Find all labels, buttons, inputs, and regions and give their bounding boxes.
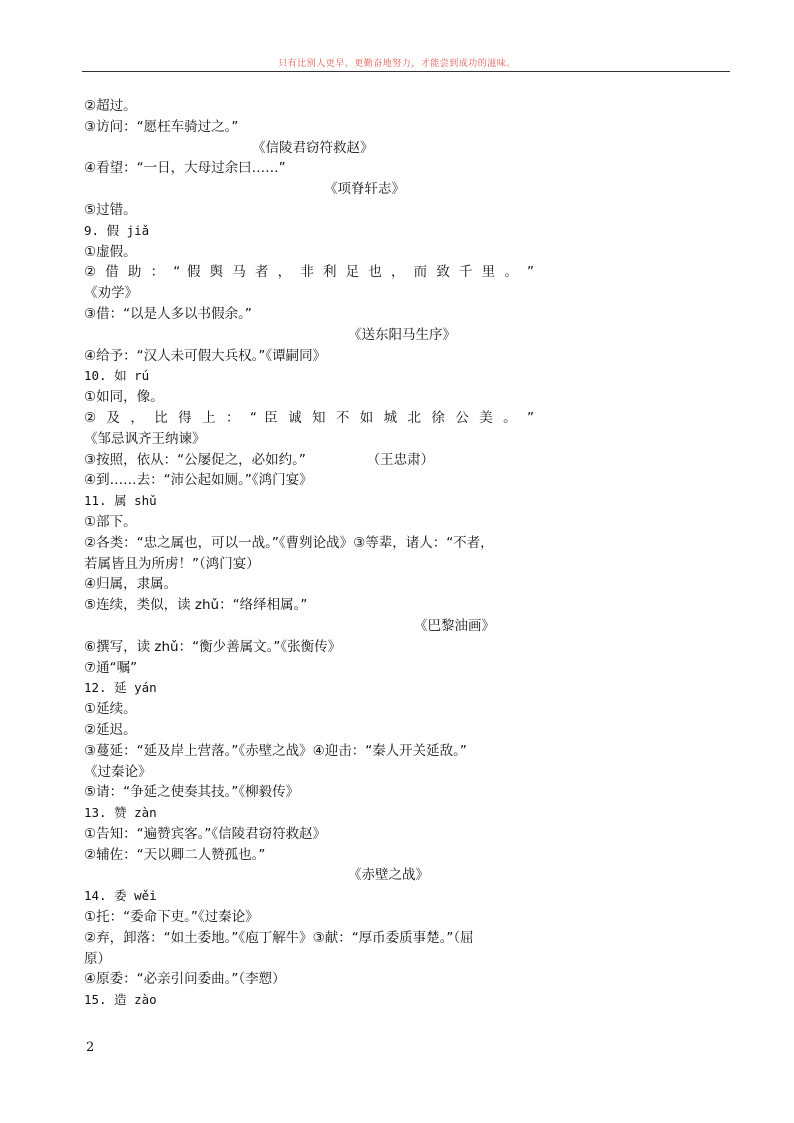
- source-citation: 《项脊轩志》: [324, 181, 405, 198]
- entry-heading: 13. 赞 zàn: [84, 805, 157, 821]
- text-line: ② 及 ， 比 得 上 ： “ 臣 诚 知 不 如 城 北 徐 公 美 。 ”: [84, 409, 534, 426]
- text-line: ③蔓延：“延及岸上营落。”《赤壁之战》④迎击：“秦人开关延敌。”: [84, 742, 467, 759]
- text-line: ②辅佐：“天以卿二人赞孤也。”: [84, 846, 266, 863]
- text-line: ③借：“以是人多以书假余。”: [84, 305, 252, 322]
- source-citation: 《巴黎油画》: [414, 617, 495, 634]
- text-line: ⑥撰写，读 zhǔ：“衡少善属文。”《张衡传》: [84, 638, 342, 655]
- text-line: ④到……去：“沛公起如厕。”《鸿门宴》: [84, 472, 313, 489]
- text-line: 《劝学》: [84, 285, 138, 302]
- text-line: ①部下。: [84, 513, 137, 530]
- text-line: ⑤过错。: [84, 201, 137, 218]
- page-number: 2: [86, 1040, 95, 1055]
- text-line: ①告知：“遍赞宾客。”《信陵君窃符救赵》: [84, 825, 327, 842]
- text-line: ② 借 助 ： “ 假 舆 马 者 ， 非 利 足 也 ， 而 致 千 里 。 ”: [84, 264, 534, 281]
- text-line: ⑤请：“争延之使奏其技。”《柳毅传》: [84, 784, 300, 801]
- text-line: ④原委：“必亲引问委曲。”（李愬）: [84, 971, 286, 988]
- text-line: 原）: [84, 950, 111, 967]
- text-line: ②弃，卸落：“如土委地。”《庖丁解牛》③献：“厚币委质事楚。”（屈: [84, 929, 474, 946]
- text-line: ①如同，像。: [84, 389, 164, 406]
- text-line: ②各类：“忠之属也，可以一战。”《曹刿论战》③等辈，诸人：“不者，: [84, 534, 494, 551]
- source-citation: 《赤壁之战》: [348, 867, 429, 884]
- header-divider: [82, 71, 730, 72]
- entry-heading: 10. 如 rú: [84, 368, 150, 384]
- text-line: ④给予：“汉人未可假大兵权。”《谭嗣同》: [84, 347, 327, 364]
- text-line: ①托：“委命下吏。”《过秦论》: [84, 909, 259, 926]
- document-body: [84, 96, 534, 1011]
- text-line: ①虚假。: [84, 243, 137, 260]
- entry-heading: 12. 延 yán: [84, 680, 157, 696]
- text-line: ③按照，依从：“公屡促之，必如约。” （王忠肃）: [84, 451, 435, 468]
- entry-heading: 11. 属 shǔ: [84, 493, 157, 509]
- source-citation: 《送东阳马生序》: [348, 326, 456, 343]
- text-line: 若属皆且为所虏！”（鸿门宴）: [84, 555, 260, 572]
- text-line: ⑦通“嘱”: [84, 659, 138, 676]
- text-line: 《邹忌讽齐王纳谏》: [84, 430, 206, 447]
- text-line: ⑤连续，类似，读 zhǔ：“络绎相属。”: [84, 597, 308, 614]
- entry-heading: 14. 委 wěi: [84, 888, 157, 904]
- text-line: ①延续。: [84, 701, 137, 718]
- source-citation: 《信陵君窃符救赵》: [252, 139, 374, 156]
- text-line: ②超过。: [84, 98, 137, 114]
- entry-heading: 9. 假 jiǎ: [84, 222, 150, 238]
- header-motto: 只有比别人更早、更勤奋地努力，才能尝到成功的滋味。: [278, 59, 516, 69]
- text-line: ④看望：“一日，大母过余曰……”: [84, 160, 286, 177]
- text-line: ③访问：“愿枉车骑过之。”: [84, 118, 239, 135]
- text-line: ②延迟。: [84, 721, 137, 738]
- text-line: 《过秦论》: [84, 763, 152, 780]
- entry-heading: 15. 造 zào: [84, 992, 157, 1008]
- text-line: ④归属，隶属。: [84, 576, 178, 593]
